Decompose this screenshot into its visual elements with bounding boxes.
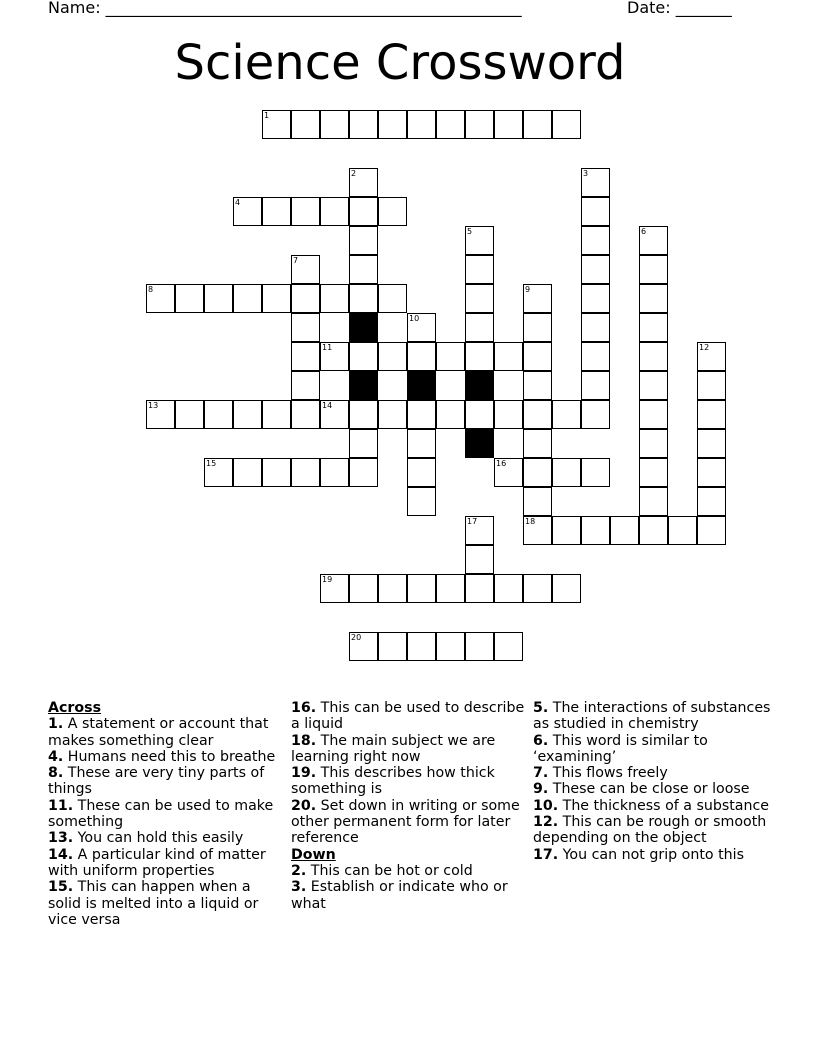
black-cell: [407, 371, 436, 400]
grid-cell[interactable]: [523, 487, 552, 516]
clue-number: 6.: [533, 732, 549, 749]
grid-cell[interactable]: [146, 400, 175, 429]
clue-text: This word is similar to ‘examining’: [533, 732, 708, 765]
clue-text: This can be rough or smooth depending on the object: [533, 814, 767, 847]
grid-cell[interactable]: [668, 516, 697, 545]
grid-cell[interactable]: [697, 458, 726, 487]
clue-item: [291, 700, 529, 733]
grid-cell[interactable]: [465, 574, 494, 603]
grid-cell[interactable]: [291, 371, 320, 400]
clue-text: This flows freely: [548, 765, 668, 782]
grid-cell[interactable]: [697, 400, 726, 429]
grid-cell[interactable]: [697, 429, 726, 458]
grid-cell[interactable]: [581, 255, 610, 284]
clue-number: 12.: [533, 814, 559, 831]
grid-cell[interactable]: [552, 516, 581, 545]
grid-cell[interactable]: [639, 284, 668, 313]
grid-cell[interactable]: [291, 284, 320, 313]
clues-column-2: [291, 700, 529, 912]
grid-cell[interactable]: [523, 458, 552, 487]
grid-cell[interactable]: [523, 342, 552, 371]
clue-number-19: 19: [322, 575, 333, 584]
grid-cell[interactable]: [262, 400, 291, 429]
grid-cell[interactable]: [610, 516, 639, 545]
clue-number-14: 14: [322, 401, 333, 410]
grid-cell[interactable]: [175, 400, 204, 429]
clue-number: 15.: [48, 879, 74, 896]
clue-item: [48, 749, 283, 765]
grid-cell[interactable]: [349, 429, 378, 458]
grid-cell[interactable]: [349, 400, 378, 429]
grid-cell[interactable]: [233, 284, 262, 313]
grid-cell[interactable]: [320, 110, 349, 139]
grid-cell[interactable]: [262, 197, 291, 226]
grid-cell[interactable]: [349, 458, 378, 487]
grid-cell[interactable]: [349, 574, 378, 603]
grid-cell[interactable]: [465, 516, 494, 545]
grid-cell[interactable]: [204, 458, 233, 487]
clue-item: [48, 879, 283, 928]
grid-cell[interactable]: [697, 487, 726, 516]
grid-cell[interactable]: [407, 313, 436, 342]
clue-number-15: 15: [206, 459, 217, 468]
grid-cell[interactable]: [465, 255, 494, 284]
clue-item: [533, 798, 773, 814]
grid-cell[interactable]: [349, 110, 378, 139]
grid-cell[interactable]: [523, 284, 552, 313]
grid-cell[interactable]: [639, 400, 668, 429]
grid-cell[interactable]: [233, 400, 262, 429]
grid-cell[interactable]: [523, 400, 552, 429]
grid-cell[interactable]: [349, 197, 378, 226]
across-heading: Across: [48, 700, 102, 716]
clue-text: A statement or account that makes something clear: [48, 716, 269, 749]
clue-text: This can happen when a solid is melted into a liquid or vice versa: [48, 879, 259, 928]
grid-cell[interactable]: [291, 400, 320, 429]
grid-cell[interactable]: [639, 516, 668, 545]
grid-cell[interactable]: [523, 516, 552, 545]
clue-number: 17.: [533, 846, 559, 863]
clue-number: 4.: [48, 748, 64, 765]
clue-text: The interactions of substances as studied in chemistry: [533, 700, 771, 733]
grid-cell[interactable]: [291, 313, 320, 342]
grid-cell[interactable]: [494, 632, 523, 661]
grid-cell[interactable]: [320, 574, 349, 603]
grid-cell[interactable]: [581, 197, 610, 226]
grid-cell[interactable]: [291, 342, 320, 371]
black-cell: [465, 371, 494, 400]
clue-item: [533, 733, 773, 766]
grid-cell[interactable]: [465, 226, 494, 255]
grid-cell[interactable]: [697, 516, 726, 545]
grid-cell[interactable]: [291, 255, 320, 284]
clue-number-3: 3: [583, 169, 589, 178]
clue-text: This can be hot or cold: [306, 862, 473, 879]
clue-item: [291, 765, 529, 798]
grid-cell[interactable]: [320, 400, 349, 429]
grid-cell[interactable]: [291, 458, 320, 487]
clue-number: 7.: [533, 765, 549, 782]
grid-cell[interactable]: [320, 342, 349, 371]
grid-cell[interactable]: [494, 458, 523, 487]
grid-cell[interactable]: [436, 400, 465, 429]
date-field-label: Date: _______: [627, 0, 732, 17]
grid-cell[interactable]: [204, 400, 233, 429]
grid-cell[interactable]: [407, 458, 436, 487]
clue-number: 19.: [291, 765, 317, 782]
grid-cell[interactable]: [581, 371, 610, 400]
grid-cell[interactable]: [407, 574, 436, 603]
clue-text: Humans need this to breathe: [63, 748, 276, 765]
clue-item: [533, 781, 773, 797]
grid-cell[interactable]: [146, 284, 175, 313]
grid-cell[interactable]: [436, 110, 465, 139]
grid-cell[interactable]: [581, 168, 610, 197]
page-title: Science Crossword: [174, 35, 626, 91]
grid-cell[interactable]: [639, 342, 668, 371]
grid-cell[interactable]: [581, 284, 610, 313]
clue-text: These can be close or loose: [548, 781, 750, 798]
grid-cell[interactable]: [378, 574, 407, 603]
clue-item: [291, 733, 529, 766]
grid-cell[interactable]: [523, 574, 552, 603]
grid-cell[interactable]: [378, 284, 407, 313]
grid-cell[interactable]: [494, 342, 523, 371]
clue-number: 14.: [48, 846, 74, 863]
clues-column-1: [48, 700, 283, 928]
clue-number: 3.: [291, 879, 307, 896]
grid-cell[interactable]: [349, 342, 378, 371]
grid-cell[interactable]: [465, 284, 494, 313]
grid-cell[interactable]: [349, 255, 378, 284]
clue-number-16: 16: [496, 459, 507, 468]
clue-number: 11.: [48, 797, 74, 814]
grid-cell[interactable]: [465, 545, 494, 574]
clue-number: 1.: [48, 716, 64, 733]
grid-cell[interactable]: [407, 400, 436, 429]
clue-number: 9.: [533, 781, 549, 798]
grid-cell[interactable]: [378, 632, 407, 661]
grid-cell[interactable]: [204, 284, 233, 313]
grid-cell[interactable]: [262, 458, 291, 487]
clue-number-9: 9: [525, 285, 531, 294]
grid-cell[interactable]: [581, 313, 610, 342]
clue-text: A particular kind of matter with uniform properties: [48, 846, 266, 879]
black-cell: [349, 371, 378, 400]
grid-cell[interactable]: [639, 458, 668, 487]
grid-cell[interactable]: [581, 342, 610, 371]
clue-number: 18.: [291, 732, 317, 749]
grid-cell[interactable]: [494, 110, 523, 139]
grid-cell[interactable]: [523, 429, 552, 458]
black-cell: [465, 429, 494, 458]
grid-cell[interactable]: [465, 342, 494, 371]
grid-cell[interactable]: [552, 400, 581, 429]
clue-number: 16.: [291, 700, 317, 716]
down-heading: Down: [291, 846, 336, 863]
clue-text: The thickness of a substance: [558, 797, 770, 814]
grid-cell[interactable]: [378, 110, 407, 139]
grid-cell[interactable]: [407, 632, 436, 661]
clue-text: The main subject we are learning right now: [291, 732, 496, 765]
clue-item: [48, 830, 283, 846]
grid-cell[interactable]: [407, 487, 436, 516]
clue-number-10: 10: [409, 314, 420, 323]
grid-cell[interactable]: [320, 284, 349, 313]
grid-cell[interactable]: [581, 226, 610, 255]
clue-text: These are very tiny parts of things: [48, 765, 265, 798]
grid-cell[interactable]: [436, 574, 465, 603]
clue-text: Set down in writing or some other permanent form for later reference: [291, 797, 520, 847]
grid-cell[interactable]: [639, 226, 668, 255]
clue-item: [291, 863, 529, 879]
clue-item: [533, 700, 773, 733]
clue-item: [533, 765, 773, 781]
grid-cell[interactable]: [233, 458, 262, 487]
grid-cell[interactable]: [581, 516, 610, 545]
grid-cell[interactable]: [639, 371, 668, 400]
grid-cell[interactable]: [465, 400, 494, 429]
clue-item: [48, 716, 283, 749]
grid-cell[interactable]: [465, 110, 494, 139]
grid-cell[interactable]: [436, 342, 465, 371]
clue-number-6: 6: [641, 227, 647, 236]
grid-cell[interactable]: [639, 255, 668, 284]
clue-number-1: 1: [264, 111, 270, 120]
grid-cell[interactable]: [407, 342, 436, 371]
clue-number-5: 5: [467, 227, 473, 236]
grid-cell[interactable]: [581, 400, 610, 429]
grid-cell[interactable]: [291, 110, 320, 139]
grid-cell[interactable]: [639, 487, 668, 516]
clue-number: 13.: [48, 830, 74, 847]
grid-cell[interactable]: [378, 342, 407, 371]
black-cell: [349, 313, 378, 342]
clue-item: [533, 847, 773, 863]
grid-cell[interactable]: [639, 313, 668, 342]
grid-cell[interactable]: [639, 429, 668, 458]
clue-item: [291, 879, 529, 912]
clue-text: This describes how thick something is: [291, 765, 495, 798]
grid-cell[interactable]: [523, 313, 552, 342]
grid-cell[interactable]: [262, 284, 291, 313]
grid-cell[interactable]: [349, 284, 378, 313]
clue-number-12: 12: [699, 343, 710, 352]
grid-cell[interactable]: [349, 226, 378, 255]
clue-item: [291, 798, 529, 847]
grid-cell[interactable]: [175, 284, 204, 313]
grid-cell[interactable]: [291, 197, 320, 226]
clue-number: 2.: [291, 862, 307, 879]
clue-text: This can be used to describe a liquid: [291, 700, 525, 733]
name-field-label: Name: ____________________________________________________: [48, 0, 522, 17]
clue-text: Establish or indicate who or what: [291, 879, 508, 912]
grid-cell[interactable]: [407, 429, 436, 458]
clue-number-4: 4: [235, 198, 241, 207]
grid-cell[interactable]: [378, 400, 407, 429]
grid-cell[interactable]: [581, 458, 610, 487]
grid-cell[interactable]: [523, 371, 552, 400]
clue-item: [533, 814, 773, 847]
grid-cell[interactable]: [378, 197, 407, 226]
grid-cell[interactable]: [552, 458, 581, 487]
grid-cell[interactable]: [436, 632, 465, 661]
grid-cell[interactable]: [349, 632, 378, 661]
clue-number-2: 2: [351, 169, 357, 178]
clue-text: You can not grip onto this: [558, 846, 744, 863]
grid-cell[interactable]: [552, 110, 581, 139]
grid-cell[interactable]: [523, 110, 552, 139]
clue-number-13: 13: [148, 401, 159, 410]
clue-number-8: 8: [148, 285, 154, 294]
grid-cell[interactable]: [494, 400, 523, 429]
grid-cell[interactable]: [465, 632, 494, 661]
grid-cell[interactable]: [349, 168, 378, 197]
clue-text: You can hold this easily: [73, 830, 244, 847]
clue-text: These can be used to make something: [48, 797, 274, 831]
clue-item: [48, 765, 283, 798]
grid-cell[interactable]: [233, 197, 262, 226]
clue-number: 10.: [533, 797, 559, 814]
clue-number-11: 11: [322, 343, 333, 352]
clue-number-20: 20: [351, 633, 362, 642]
clues-column-3: [533, 700, 773, 863]
grid-cell[interactable]: [697, 342, 726, 371]
grid-cell[interactable]: [320, 197, 349, 226]
clue-number-18: 18: [525, 517, 536, 526]
clue-number: 5.: [533, 700, 549, 716]
grid-cell[interactable]: [262, 110, 291, 139]
grid-cell[interactable]: [552, 574, 581, 603]
grid-cell[interactable]: [320, 458, 349, 487]
clue-number-17: 17: [467, 517, 478, 526]
grid-cell[interactable]: [494, 574, 523, 603]
clue-item: [48, 847, 283, 880]
grid-cell[interactable]: [465, 313, 494, 342]
clue-number: 20.: [291, 797, 317, 814]
clue-number: 8.: [48, 765, 64, 782]
grid-cell[interactable]: [697, 371, 726, 400]
grid-cell[interactable]: [407, 110, 436, 139]
clue-item: [48, 798, 283, 831]
clue-number-7: 7: [293, 256, 299, 265]
